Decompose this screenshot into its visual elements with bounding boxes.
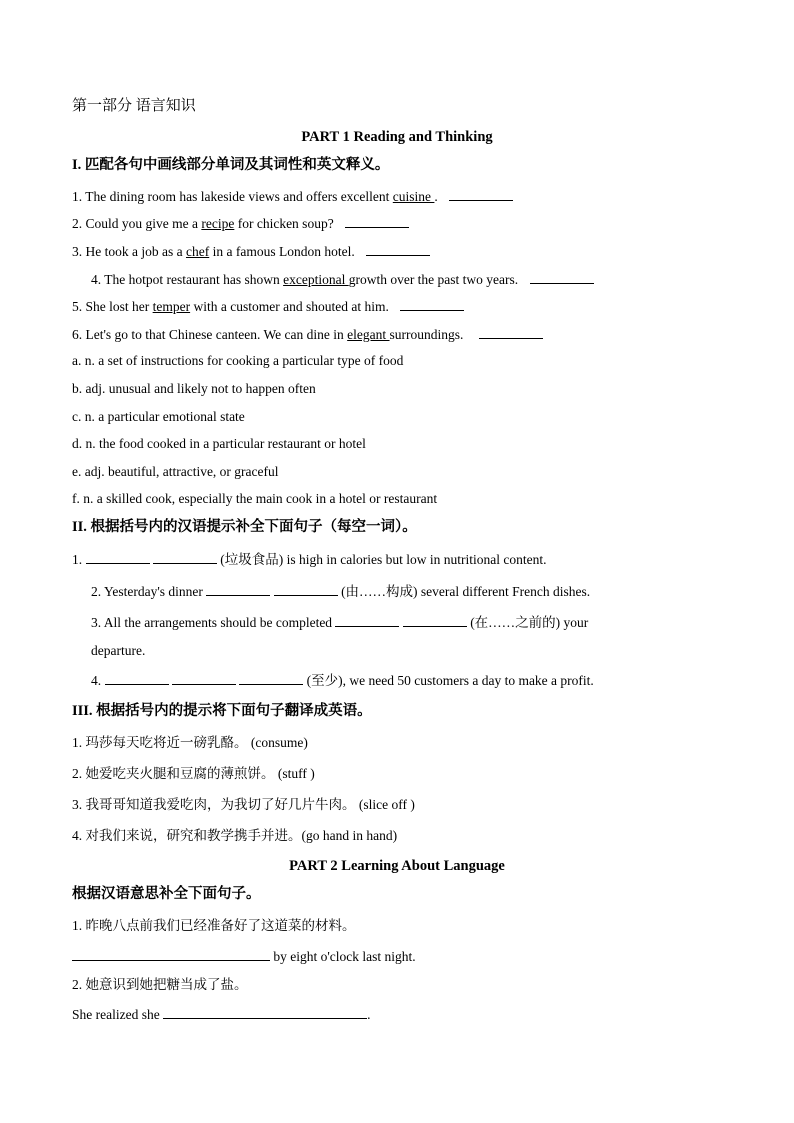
underlined-word: chef xyxy=(185,244,210,259)
underlined-word: exceptional xyxy=(283,272,349,287)
section-header: 第一部分 语言知识 xyxy=(72,98,196,114)
definition-f: f. n. a skilled cook, especially the main cook in a hotel or restaurant xyxy=(72,491,438,506)
answer-blank[interactable] xyxy=(345,214,409,228)
underlined-word: recipe xyxy=(201,216,235,231)
underlined-word: elegant xyxy=(347,327,390,342)
sec3-title: III. 根据括号内的提示将下面句子翻译成英语。 xyxy=(72,703,372,719)
sec4-title: 根据汉语意思补全下面句子。 xyxy=(72,886,261,902)
sec1-question-2: 2. Could you give me a recipe for chicken soup? xyxy=(72,214,409,233)
sec3-item-2: 2. 她爱吃夹火腿和豆腐的薄煎饼。 (stuff ) xyxy=(72,766,315,781)
answer-blank[interactable] xyxy=(274,582,338,596)
answer-blank[interactable] xyxy=(172,671,236,685)
sec2-question-1: 1. (垃圾食品) is high in calories but low in nutritional content. xyxy=(72,552,547,567)
answer-blank[interactable] xyxy=(400,297,464,311)
sec3-item-4: 4. 对我们来说，研究和教学携手并进。(go hand in hand) xyxy=(72,828,398,843)
sec1-question-3: 3. He took a job as a chef in a famous London hotel. xyxy=(72,242,430,261)
definition-d: d. n. the food cooked in a particular restaurant or hotel xyxy=(72,436,366,451)
sec1-question-5: 5. She lost her temper with a customer and shouted at him. xyxy=(72,297,464,316)
definition-c: c. n. a particular emotional state xyxy=(72,409,245,424)
answer-blank[interactable] xyxy=(86,550,150,564)
answer-blank[interactable] xyxy=(366,242,430,256)
sec2-question-4: 4. (至少), we need 50 customers a day to make a profit. xyxy=(91,673,594,688)
sec2-question-2: 2. Yesterday's dinner (由……构成) several different French dishes. xyxy=(91,584,591,599)
answer-blank[interactable] xyxy=(479,325,543,339)
sec1-question-1: 1. The dining room has lakeside views and offers excellent cuisine . xyxy=(72,187,513,206)
sec4-question-1-en: by eight o'clock last night. xyxy=(72,947,416,966)
part2-title: PART 2 Learning About Language xyxy=(289,858,505,874)
answer-blank[interactable] xyxy=(206,582,270,596)
sec1-question-4: 4. The hotpot restaurant has shown exceptional growth over the past two years. xyxy=(91,270,594,289)
sec3-item-3: 3. 我哥哥知道我爱吃肉，为我切了好几片牛肉。 (slice off ) xyxy=(72,797,415,812)
definition-e: e. adj. beautiful, attractive, or graceful xyxy=(72,464,279,479)
definition-b: b. adj. unusual and likely not to happen often xyxy=(72,381,316,396)
answer-blank[interactable] xyxy=(105,671,169,685)
answer-blank[interactable] xyxy=(153,550,217,564)
answer-blank[interactable] xyxy=(335,613,399,627)
sec4-question-1-cn: 1. 昨晚八点前我们已经准备好了这道菜的材料。 xyxy=(72,918,356,933)
underlined-word: cuisine xyxy=(392,189,435,204)
sec3-item-1: 1. 玛莎每天吃将近一磅乳酪。 (consume) xyxy=(72,735,308,750)
sec4-question-2-cn: 2. 她意识到她把糖当成了盐。 xyxy=(72,977,248,992)
definition-a: a. n. a set of instructions for cooking a particular type of food xyxy=(72,353,404,368)
answer-blank[interactable] xyxy=(239,671,303,685)
sec2-title: II. 根据括号内的汉语提示补全下面句子（每空一词）。 xyxy=(72,519,417,535)
sec2-question-3: 3. All the arrangements should be completed (在……之前的) your xyxy=(91,615,589,630)
answer-blank[interactable] xyxy=(72,947,270,961)
sec4-question-2-en: She realized she . xyxy=(72,1007,371,1022)
sec1-title: I. 匹配各句中画线部分单词及其词性和英文释义。 xyxy=(72,157,390,173)
answer-blank[interactable] xyxy=(449,187,513,201)
sec2-question-3-cont: departure. xyxy=(91,643,146,658)
answer-blank[interactable] xyxy=(530,270,594,284)
answer-blank[interactable] xyxy=(163,1005,367,1019)
answer-blank[interactable] xyxy=(403,613,467,627)
part1-title: PART 1 Reading and Thinking xyxy=(301,129,493,145)
sec1-question-6: 6. Let's go to that Chinese canteen. We can dine in elegant surroundings. xyxy=(72,325,543,344)
underlined-word: temper xyxy=(152,299,191,314)
